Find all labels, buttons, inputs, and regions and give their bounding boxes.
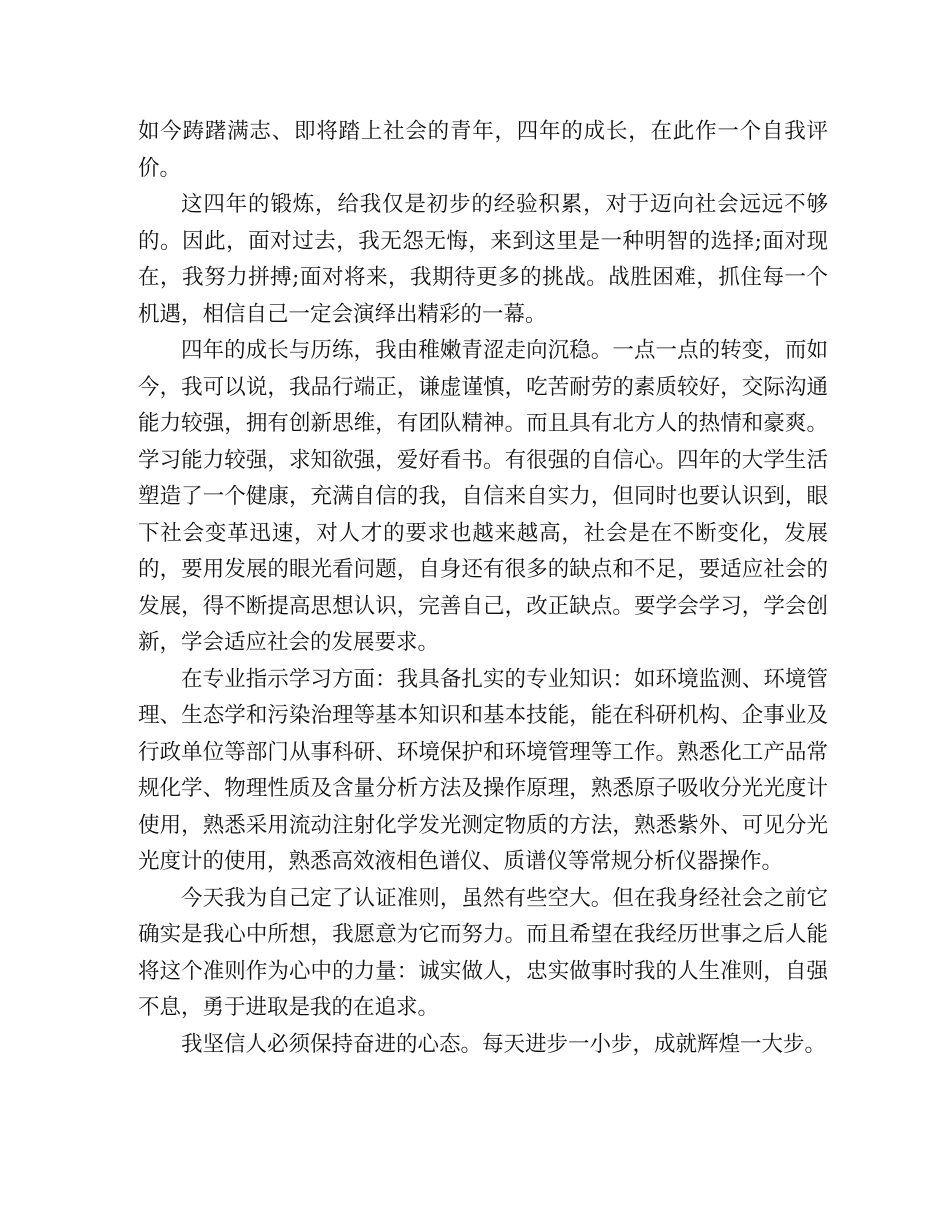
document-body (138, 114, 828, 1063)
paragraph-growth: 四年的成长与历练，我由稚嫩青涩走向沉稳。一点一点的转变，而如今，我可以说，我品行端正，谦虚谨慎，吃苦耐劳的素质较好，交际沟通能力较强，拥有创新思维，有团队精神。而且具有北方人的热情和豪爽。学习能力较强，求知欲强，爱好看书。有很强的自信心。四年的大学生活塑造了一个健康，充满自信的我，自信来自实力，但同时也要认识到，眼下社会变革迅速，对人才的要求也越来越高，社会是在不断变化，发展的，要用发展的眼光看问题，自身还有很多的缺点和不足，要适应社会的发展，得不断提高思想认识，完善自己，改正缺点。要学会学习，学会创新，学会适应社会的发展要求。 (138, 338, 828, 655)
paragraph-four-years-training: 这四年的锻炼，给我仅是初步的经验积累，对于迈向社会远远不够的。因此，面对过去，我无怨无悔，来到这里是一种明智的选择;面对现在，我努力拼搏;面对将来，我期待更多的挑战。战胜困难，抓住每一个机遇，相信自己一定会演绎出精彩的一幕。 (138, 192, 828, 327)
paragraph-professional-study: 在专业指示学习方面：我具备扎实的专业知识：如环境监测、环境管理、生态学和污染治理等基本知识和基本技能，能在科研机构、企事业及行政单位等部门从事科研、环境保护和环境管理等工作。熟悉化工产品常规化学、物理性质及含量分析方法及操作原理，熟悉原子吸收分光光度计使用，熟悉采用流动注射化学发光测定物质的方法，熟悉紫外、可见分光光度计的使用，熟悉高效液相色谱仪、质谱仪等常规分析仪器操作。 (138, 666, 828, 874)
paragraph-conclusion: 我坚信人必须保持奋进的心态。每天进步一小步，成就辉煌一大步。 (181, 1031, 827, 1057)
paragraph-intro: 如今踌躇满志、即将踏上社会的青年，四年的成长，在此作一个自我评价。 (138, 119, 828, 181)
paragraph-principles: 今天我为自己定了认证准则，虽然有些空大。但在我身经社会之前它确实是我心中所想，我愿意为它而努力。而且希望在我经历世事之后人能将这个准则作为心中的力量：诚实做人，忠实做事时我的人生准则，自强不息，勇于进取是我的在追求。 (138, 885, 828, 1020)
